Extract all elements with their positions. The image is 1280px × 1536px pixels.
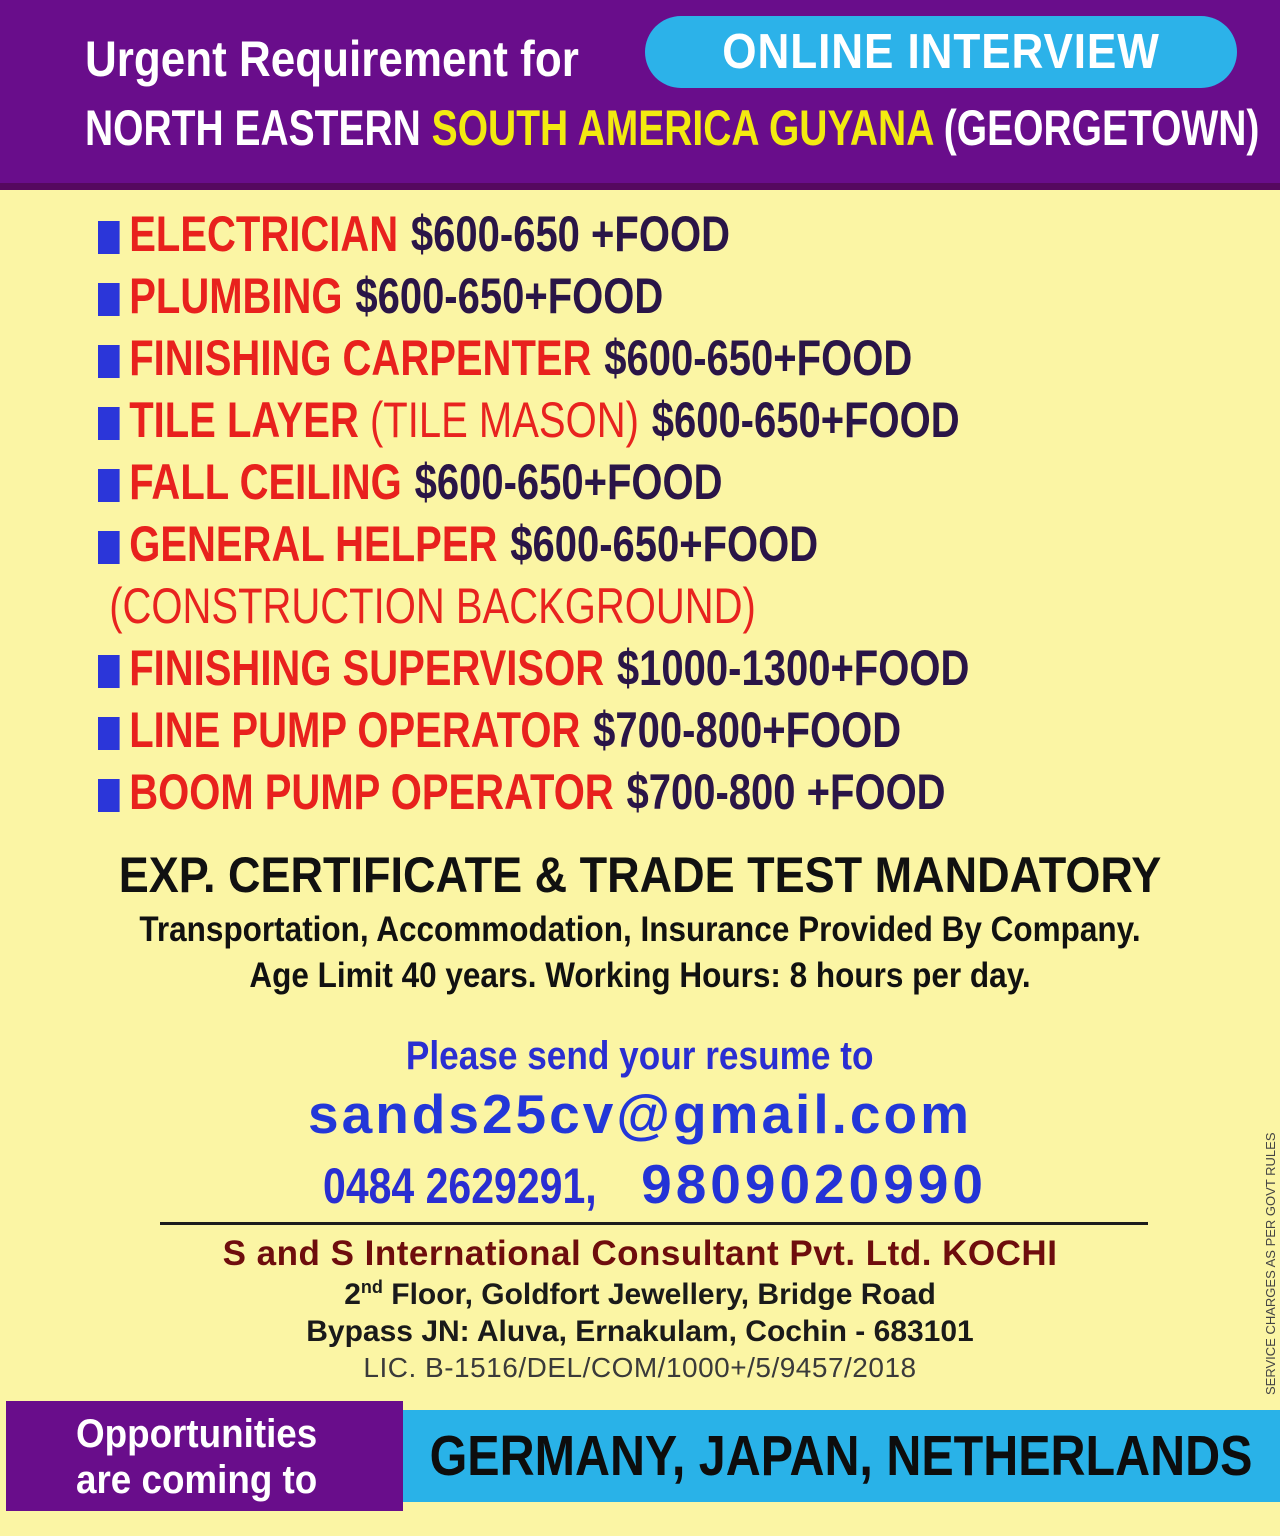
job-row-continuation — [98, 575, 1238, 637]
footer-left-text — [76, 1411, 377, 1503]
job-row — [98, 513, 1238, 575]
bullet-square-icon — [98, 407, 120, 440]
countries-text: GERMANY, JAPAN, NETHERLANDS — [430, 1424, 1253, 1488]
job-row — [98, 699, 1238, 761]
job-salary: $600-650+FOOD — [414, 454, 723, 510]
job-title: ELECTRICIAN — [129, 206, 399, 262]
job-row — [98, 637, 1238, 699]
job-row — [98, 327, 1238, 389]
bullet-square-icon — [98, 345, 120, 378]
header-title-line2 — [85, 99, 1259, 157]
footer-left-box — [6, 1401, 403, 1511]
email-address: sands25cv@gmail.com — [308, 1083, 972, 1145]
footer-countries-bar — [403, 1410, 1280, 1502]
job-salary: $600-650+FOOD — [651, 392, 960, 448]
address-street: Floor, Goldfort Jewellery, Bridge Road — [382, 1278, 936, 1311]
bullet-square-icon — [98, 779, 120, 812]
bullet-square-icon — [98, 221, 120, 254]
company-address-1 — [0, 1277, 1280, 1312]
license-number: LIC. B-1516/DEL/COM/1000+/5/9457/2018 — [363, 1352, 917, 1383]
job-title: PLUMBING — [129, 268, 343, 324]
job-list — [98, 203, 1238, 823]
service-charges-note: SERVICE CHARGES AS PER GOVT RULES — [1263, 1132, 1278, 1395]
floor-ordinal: nd — [360, 1277, 383, 1297]
job-row — [98, 761, 1238, 823]
mandatory-note: EXP. CERTIFICATE & TRADE TEST MANDATORY — [118, 847, 1162, 903]
bullet-square-icon — [98, 717, 120, 750]
online-interview-badge — [645, 16, 1237, 88]
benefits-note: Transportation, Accommodation, Insurance Provided By Company. — [139, 910, 1141, 949]
bullet-square-icon — [98, 531, 120, 564]
divider-line — [160, 1222, 1148, 1225]
bullet-square-icon — [98, 283, 120, 316]
job-title: FALL CEILING — [129, 454, 402, 510]
job-title: TILE LAYER — [129, 392, 359, 448]
header-title-line1: Urgent Requirement for — [85, 31, 579, 87]
job-salary: $700-800 +FOOD — [626, 764, 946, 820]
footer-left-line1: Opportunities — [76, 1412, 318, 1456]
company-name: S and S International Consultant Pvt. Ltd. KOCHI — [222, 1234, 1058, 1273]
job-salary: $600-650 +FOOD — [410, 206, 730, 262]
bullet-square-icon — [98, 469, 120, 502]
resume-instruction-row — [0, 1034, 1280, 1079]
job-salary: $600-650+FOOD — [604, 330, 913, 386]
job-salary: $600-650+FOOD — [510, 516, 819, 572]
job-salary: $600-650+FOOD — [355, 268, 664, 324]
job-title: LINE PUMP OPERATOR — [129, 702, 581, 758]
job-salary: $700-800+FOOD — [593, 702, 902, 758]
bullet-square-icon — [98, 655, 120, 688]
job-row — [98, 389, 1238, 451]
company-block — [0, 1234, 1280, 1349]
job-row — [98, 265, 1238, 327]
online-interview-label: ONLINE INTERVIEW — [722, 25, 1160, 79]
header-banner — [0, 0, 1280, 190]
footer-left-line2: are coming to — [76, 1458, 318, 1502]
job-row — [98, 203, 1238, 265]
resume-instruction: Please send your resume to — [406, 1034, 874, 1078]
phone-number-landline: 0484 2629291, — [323, 1158, 597, 1214]
construction-background-note: (CONSTRUCTION BACKGROUND) — [109, 578, 756, 634]
phone-numbers — [0, 1152, 1280, 1216]
job-salary: $1000-1300+FOOD — [616, 640, 970, 696]
job-row — [98, 451, 1238, 513]
job-title: GENERAL HELPER — [129, 516, 498, 572]
job-title: FINISHING SUPERVISOR — [129, 640, 605, 696]
region-highlight: SOUTH AMERICA GUYANA — [431, 100, 933, 156]
phone-number-mobile: 9809020990 — [641, 1153, 987, 1215]
job-title: FINISHING CARPENTER — [129, 330, 592, 386]
region-white-1: NORTH EASTERN — [85, 100, 432, 156]
region-white-2: (GEORGETOWN) — [932, 100, 1260, 156]
age-hours-note: Age Limit 40 years. Working Hours: 8 hours per day. — [249, 956, 1031, 995]
job-title-suffix: (TILE MASON) — [358, 392, 639, 448]
job-title: BOOM PUMP OPERATOR — [129, 764, 614, 820]
requirements-block — [0, 846, 1280, 996]
floor-number: 2 — [344, 1278, 361, 1311]
company-address-2: Bypass JN: Aluva, Ernakulam, Cochin - 683101 — [306, 1315, 974, 1348]
